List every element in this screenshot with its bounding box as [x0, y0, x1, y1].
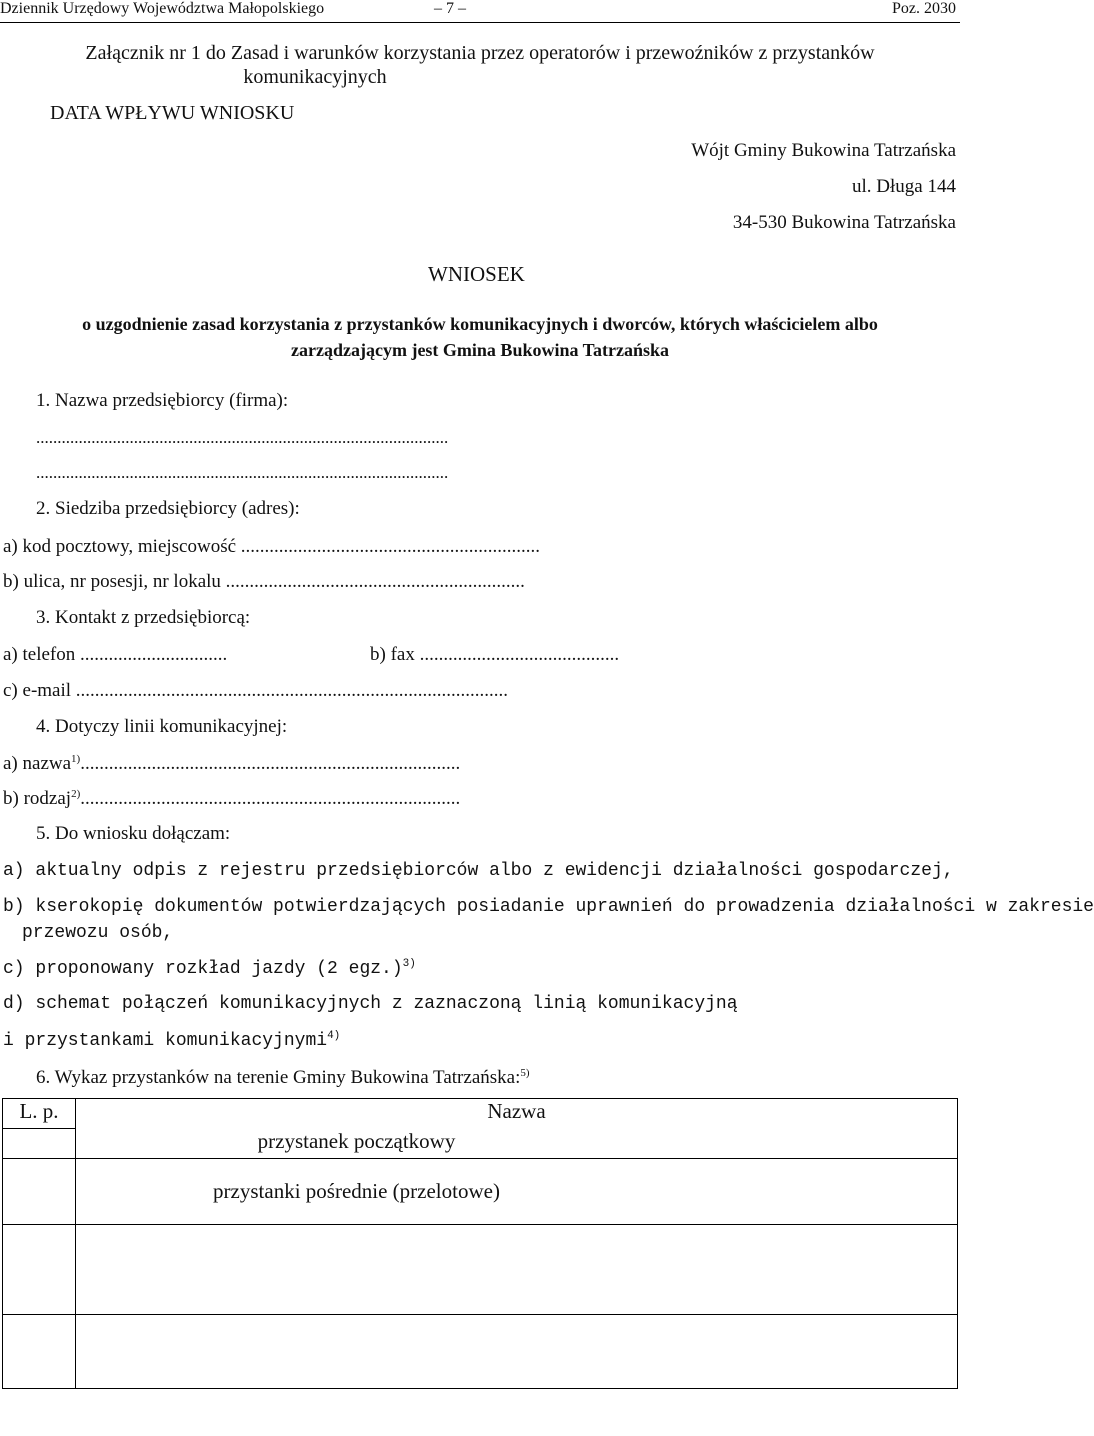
line-type-label: b) rodzaj	[3, 788, 72, 809]
section-6-label	[36, 1067, 530, 1089]
lp-cell[interactable]	[3, 1129, 76, 1159]
line-name-field[interactable]	[3, 753, 460, 775]
annex-line-1: Załącznik nr 1 do Zasad i warunków korzystania przez operatorów i przewoźników z przystanków	[85, 42, 875, 64]
fax-field[interactable]: b) fax ..........................................	[370, 644, 620, 665]
attachment-e-text: i przystankami komunikacyjnymi	[3, 1031, 328, 1051]
document-title: WNIOSEK	[428, 262, 525, 286]
intermediate-stops-cell[interactable]: przystanki pośrednie (przelotowe)	[76, 1159, 958, 1225]
footnote-5-ref: 5)	[520, 1067, 530, 1079]
attachment-c	[3, 958, 416, 979]
section-2-label: 2. Siedziba przedsiębiorcy (adres):	[36, 498, 300, 519]
subtitle-line-1: o uzgodnienie zasad korzystania z przystanków komunikacyjnych i dworców, których właścicielem albo	[82, 314, 878, 334]
page-header	[0, 0, 960, 23]
firm-name-line-2[interactable]: .................................................................................................	[36, 463, 449, 482]
attachment-a: a) aktualny odpis z rejestru przedsiębiorców albo z ewidencji działalności gospodarczej,	[3, 861, 954, 881]
attachment-b-line-1: b) kserokopię dokumentów potwierdzających posiadanie uprawnień do prowadzenia działalności w zakresie	[3, 897, 1094, 917]
section-4-label: 4. Dotyczy linii komunikacyjnej:	[36, 716, 288, 737]
street-field[interactable]: b) ulica, nr posesji, nr lokalu ...............................................................	[3, 571, 525, 592]
footnote-3-ref: 3)	[402, 958, 416, 970]
line-name-dots: ................................................................................	[80, 753, 461, 774]
table-row	[3, 1225, 958, 1315]
attachment-c-text: c) proponowany rozkład jazdy (2 egz.)	[3, 959, 403, 979]
line-type-dots: ................................................................................	[80, 788, 461, 809]
annex-line-2: komunikacyjnych	[243, 66, 387, 88]
table-row	[3, 1315, 958, 1389]
addressee-street: ul. Długa 144	[852, 176, 956, 197]
table-header-row	[3, 1099, 958, 1129]
phone-field[interactable]: a) telefon ...............................	[3, 644, 228, 665]
line-type-field[interactable]	[3, 788, 460, 810]
postal-city-field[interactable]: a) kod pocztowy, miejscowość ...............................................................	[3, 536, 541, 557]
col-name-header: Nazwa	[76, 1099, 958, 1129]
position-number: Poz. 2030	[892, 0, 956, 17]
section-3-label: 3. Kontakt z przedsiębiorcą:	[36, 607, 251, 628]
line-name-label: a) nazwa	[3, 753, 72, 774]
addressee-name: Wójt Gminy Bukowina Tatrzańska	[691, 140, 956, 161]
table-row	[3, 1159, 958, 1225]
section-5-label: 5. Do wniosku dołączam:	[36, 823, 231, 844]
footnote-2-ref: 2)	[71, 788, 81, 800]
journal-title: Dziennik Urzędowy Województwa Małopolskiego	[0, 0, 325, 17]
section-1-label: 1. Nazwa przedsiębiorcy (firma):	[36, 390, 289, 411]
attachment-e	[3, 1030, 340, 1051]
lp-cell[interactable]	[3, 1159, 76, 1225]
stop-entry-cell[interactable]	[76, 1315, 958, 1389]
section-6-text: 6. Wykaz przystanków na terenie Gminy Bukowina Tatrzańska:	[36, 1067, 521, 1088]
col-lp-header: L. p.	[3, 1099, 76, 1129]
footnote-4-ref: 4)	[327, 1030, 341, 1042]
table-row	[3, 1129, 958, 1159]
stops-table	[2, 1098, 958, 1389]
lp-cell[interactable]	[3, 1225, 76, 1315]
page-number: – 7 –	[434, 0, 466, 17]
receipt-date-label: DATA WPŁYWU WNIOSKU	[50, 102, 295, 124]
subtitle-line-2: zarządzającym jest Gmina Bukowina Tatrzańska	[291, 340, 669, 360]
attachment-b-line-2: przewozu osób,	[22, 923, 174, 943]
footnote-1-ref: 1)	[71, 753, 81, 765]
start-stop-cell[interactable]: przystanek początkowy	[76, 1129, 958, 1159]
email-field[interactable]: c) e-mail ...........................................................................................	[3, 680, 509, 701]
firm-name-line-1[interactable]: .................................................................................................	[36, 428, 449, 447]
stop-entry-cell[interactable]	[76, 1225, 958, 1315]
attachment-d: d) schemat połączeń komunikacyjnych z zaznaczoną linią komunikacyjną	[3, 994, 738, 1014]
addressee-city: 34-530 Bukowina Tatrzańska	[732, 212, 956, 233]
lp-cell[interactable]	[3, 1315, 76, 1389]
